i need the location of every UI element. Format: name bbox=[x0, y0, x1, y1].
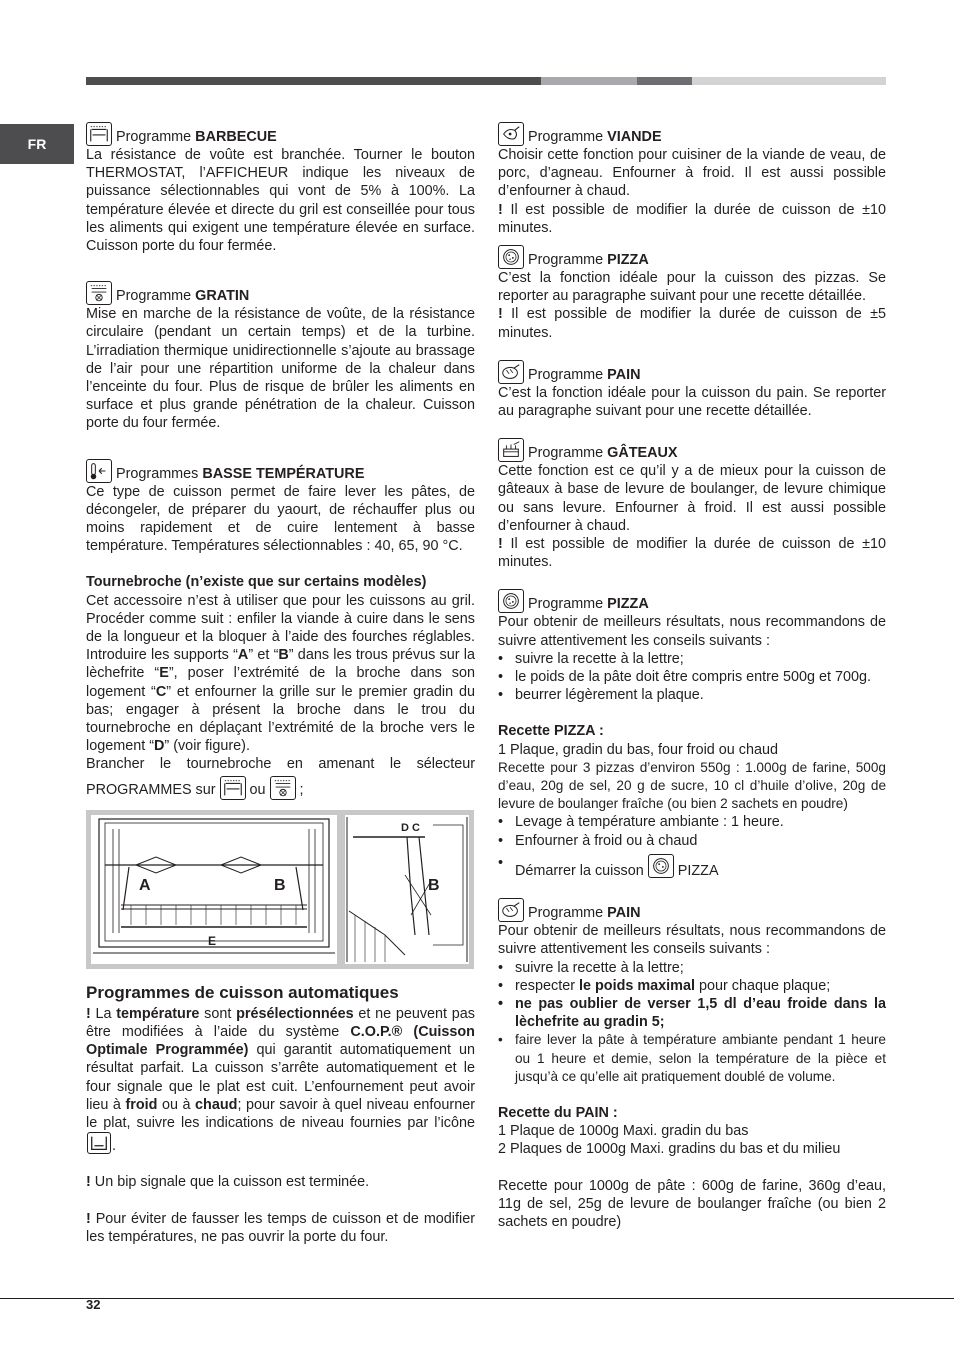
auto-warning-2: ! Un bip signale que la cuisson est terminée. bbox=[86, 1174, 370, 1191]
program-prefix: Programme bbox=[116, 288, 192, 305]
auto-warning-1: ! La température sont présélectionnées et ne peuvent pas être modifiées à l’aide du système C.O.P.® (Cuisson Optimale Programmée) qui garantit automatiquement un résultat parfait. La cuisson s’arrête automatiquement et le four signale que le plat est cuit. L’enfournement peut avoir lieu à froid ou à chaud; pour savoir à quel niveau enfourner le plat, suivre les indications de niveau fournies par l’icône . bbox=[86, 1005, 475, 1155]
list-item: • ne pas oublier de verser 1,5 dl d’eau froide dans la lèchefrite au gradin 5; bbox=[515, 995, 886, 1031]
program-title-pizza: Programme PIZZA bbox=[498, 589, 886, 613]
program-title-gateaux: Programme GÂTEAUX bbox=[498, 438, 886, 462]
section-viande bbox=[498, 122, 886, 237]
program-prefix: Programmes bbox=[116, 465, 199, 482]
section-tournebroche bbox=[86, 573, 475, 799]
figure-label-C: C bbox=[412, 821, 420, 834]
recipe-steps bbox=[498, 813, 886, 880]
meat-icon bbox=[498, 122, 524, 146]
pain-tips-list bbox=[498, 959, 886, 1086]
section-pain-1 bbox=[498, 360, 886, 420]
section-gateaux bbox=[498, 438, 886, 571]
program-title-basse bbox=[86, 459, 475, 483]
section-pain-2 bbox=[498, 898, 886, 1086]
pizza-icon bbox=[498, 589, 524, 613]
branch-line: Brancher le tournebroche en amenant le sélecteur bbox=[86, 756, 475, 773]
program-description: Cette fonction est ce qu’il y a de mieux pour la cuisson de gâteaux à base de levure de boulanger, de levure chimique ou sans levure. Enfourner à froid. Il est aussi possible d’enfourner à chaud. bbox=[498, 463, 886, 534]
header-color-bar bbox=[86, 77, 886, 85]
program-name: BARBECUE bbox=[195, 129, 277, 145]
program-title-viande: Programme VIANDE bbox=[498, 122, 886, 146]
figure-label-B2: B bbox=[428, 876, 440, 894]
program-title-pain: Programme PAIN bbox=[498, 898, 886, 922]
shelf-level-icon bbox=[87, 1132, 111, 1154]
program-title-barbecue bbox=[86, 122, 475, 146]
gratin-icon bbox=[270, 776, 296, 800]
list-item: • faire lever la pâte à température ambiante pendant 1 heure ou 1 heure et demie, selon la température de la pièce et jusqu’à ce qu’elle ait pratiquement doublé de volume. bbox=[515, 1031, 886, 1086]
pizza-icon bbox=[498, 245, 524, 269]
section-title: Tournebroche (n’existe que sur certains modèles) bbox=[86, 574, 427, 591]
program-prefix: Programme bbox=[116, 129, 192, 145]
bread-icon bbox=[498, 898, 524, 922]
program-warning: ! Il est possible de modifier la durée de cuisson de ±5 minutes. bbox=[498, 306, 886, 341]
program-description: C’est la fonction idéale pour la cuisson du pain. Se reporter au paragraphe suivant pour une recette détaillée. bbox=[498, 384, 886, 420]
list-item: • beurrer légèrement la plaque. bbox=[515, 686, 886, 704]
tournebroche-instructions: Cet accessoire n’est à utiliser que pour les cuissons au gril. Procéder comme suit : enfiler la viande à cuire dans le sens de la longueur et la bloquer à l’aide des fourches réglables. Introduire les supports “A” et “B” dans les trous prévus sur la lèchefrite “E”, poser l’extrémité de la broche dans son logement “C” et enfourner la grille sur le premier gradin du bas; engager à présent la broche dans le trou du tournebroche en déplaçant l’extrémité de la broche vers le logement “D” (voir figure). bbox=[86, 592, 475, 755]
section-auto-programs bbox=[86, 983, 475, 1246]
bar-segment-pale bbox=[692, 77, 886, 85]
program-warning: ! Il est possible de modifier la durée de cuisson de ±10 minutes. bbox=[498, 201, 886, 236]
program-title-pizza: Programme PIZZA bbox=[498, 245, 886, 269]
section-recette-pain bbox=[498, 1104, 886, 1231]
bread-icon bbox=[498, 360, 524, 384]
program-name: GRATIN bbox=[195, 288, 250, 305]
program-description: Ce type de cuisson permet de faire lever les pâtes, de décongeler, de préparer du yaourt, de réchauffer plus ou moins rapidement et de cuire lentement à basse température. Températures sélectionnables : 40, 65, 90 °C. bbox=[86, 483, 475, 555]
list-item: • Levage à température ambiante : 1 heure. bbox=[515, 813, 886, 831]
recipe-line: 1 Plaque de 1000g Maxi. gradin du bas bbox=[498, 1123, 749, 1140]
recipe-line: 1 Plaque, gradin du bas, four froid ou chaud bbox=[498, 741, 779, 758]
figure-oven-front bbox=[91, 815, 337, 964]
list-item: • suivre la recette à la lettre; bbox=[515, 959, 886, 977]
program-description: Pour obtenir de meilleurs résultats, nous recommandons de suivre attentivement les conseils suivants : bbox=[498, 923, 886, 958]
program-warning: ! Il est possible de modifier la durée de cuisson de ±10 minutes. bbox=[498, 536, 886, 571]
section-pizza-1 bbox=[498, 245, 886, 342]
figure-label-E: E bbox=[208, 933, 217, 948]
cake-icon bbox=[498, 438, 524, 462]
branch-line-icons: PROGRAMMES sur ou ; bbox=[86, 776, 475, 800]
recipe-line: 2 Plaques de 1000g Maxi. gradins du bas et du milieu bbox=[498, 1141, 841, 1158]
program-title-gratin bbox=[86, 281, 475, 305]
list-item: • le poids de la pâte doit être compris entre 500g et 700g. bbox=[515, 668, 886, 686]
pizza-tips-list bbox=[498, 650, 886, 705]
rotisserie-figure bbox=[86, 810, 474, 969]
pizza-icon bbox=[648, 854, 674, 878]
figure-label-D: D bbox=[401, 821, 409, 834]
recipe-title: Recette du PAIN : bbox=[498, 1104, 618, 1121]
right-column bbox=[498, 122, 886, 1231]
bar-segment-dark bbox=[86, 77, 541, 85]
program-description: C’est la fonction idéale pour la cuisson des pizzas. Se reporter au paragraphe suivant pour une recette détaillée. bbox=[498, 270, 886, 305]
section-barbecue bbox=[86, 122, 475, 255]
barbecue-icon bbox=[86, 122, 112, 146]
list-item: • Enfourner à froid ou à chaud bbox=[515, 832, 886, 850]
figure-label-A: A bbox=[139, 876, 151, 894]
program-description: Pour obtenir de meilleurs résultats, nous recommandons de suivre attentivement les conseils suivants : bbox=[498, 614, 886, 649]
program-name: BASSE TEMPÉRATURE bbox=[202, 465, 365, 482]
list-item: • Démarrer la cuisson PIZZA bbox=[515, 854, 886, 880]
section-basse-temperature bbox=[86, 459, 475, 556]
section-recette-pizza bbox=[498, 722, 886, 880]
bar-segment-light bbox=[541, 77, 637, 85]
gratin-icon bbox=[86, 281, 112, 305]
section-heading: Programmes de cuisson automatiques bbox=[86, 982, 399, 1002]
program-description: La résistance de voûte est branchée. Tourner le bouton THERMOSTAT, l’AFFICHEUR indique les niveaux de puissance sélectionnables qui vont de 5% à 100%. La température élevée et directe du gril est conseillée pour tous les aliments qui exigent une température élevée en surface. Cuisson porte du four fermée. bbox=[86, 147, 475, 255]
footer-rule bbox=[0, 1298, 954, 1299]
left-column bbox=[86, 122, 475, 1246]
barbecue-icon bbox=[220, 776, 246, 800]
section-pizza-2 bbox=[498, 589, 886, 704]
list-item: • respecter le poids maximal pour chaque plaque; bbox=[515, 977, 886, 995]
bar-segment-mid bbox=[637, 77, 692, 85]
low-temperature-icon bbox=[86, 459, 112, 483]
program-description: Mise en marche de la résistance de voûte, de la résistance circulaire (pendant un certain temps) et de la turbine. L’irradiation thermique unidirectionnelle s’ajoute au brassage de l’air pour une répartition uniforme de la chaleur dans l’enceinte du four. Plus de risque de brûler les aliments en surface et plus grande pénétration de la chaleur. Cuisson porte du four fermée. bbox=[86, 306, 475, 432]
recipe-title: Recette PIZZA : bbox=[498, 723, 604, 740]
page-number: 32 bbox=[86, 1297, 101, 1312]
list-item: • suivre la recette à la lettre; bbox=[515, 650, 886, 668]
recipe-line: Recette pour 3 pizzas d’environ 550g : 1.000g de farine, 500g d’eau, 20g de sel, 20 g de sucre, 10 cl d’huile d’olive, 20g de levure de boulanger fraîche (ou bien 2 sachets en poudre) bbox=[498, 759, 886, 812]
auto-warning-3: ! Pour éviter de fausser les temps de cuisson et de modifier les températures, ne pas ouvrir la porte du four. bbox=[86, 1210, 475, 1245]
section-gratin bbox=[86, 281, 475, 432]
recipe-line: Recette pour 1000g de pâte : 600g de farine, 360g d’eau, 11g de sel, 25g de levure de boulanger fraîche (ou bien 2 sachets en poudre) bbox=[498, 1177, 886, 1230]
figure-label-B: B bbox=[274, 876, 286, 894]
program-title-pain: Programme PAIN bbox=[498, 360, 886, 384]
language-tab: FR bbox=[0, 124, 74, 164]
program-description: Choisir cette fonction pour cuisiner de la viande de veau, de porc, d’agneau. Enfourner à froid. Il est aussi possible d’enfourner à chaud. bbox=[498, 147, 886, 200]
figure-oven-side bbox=[345, 815, 469, 964]
